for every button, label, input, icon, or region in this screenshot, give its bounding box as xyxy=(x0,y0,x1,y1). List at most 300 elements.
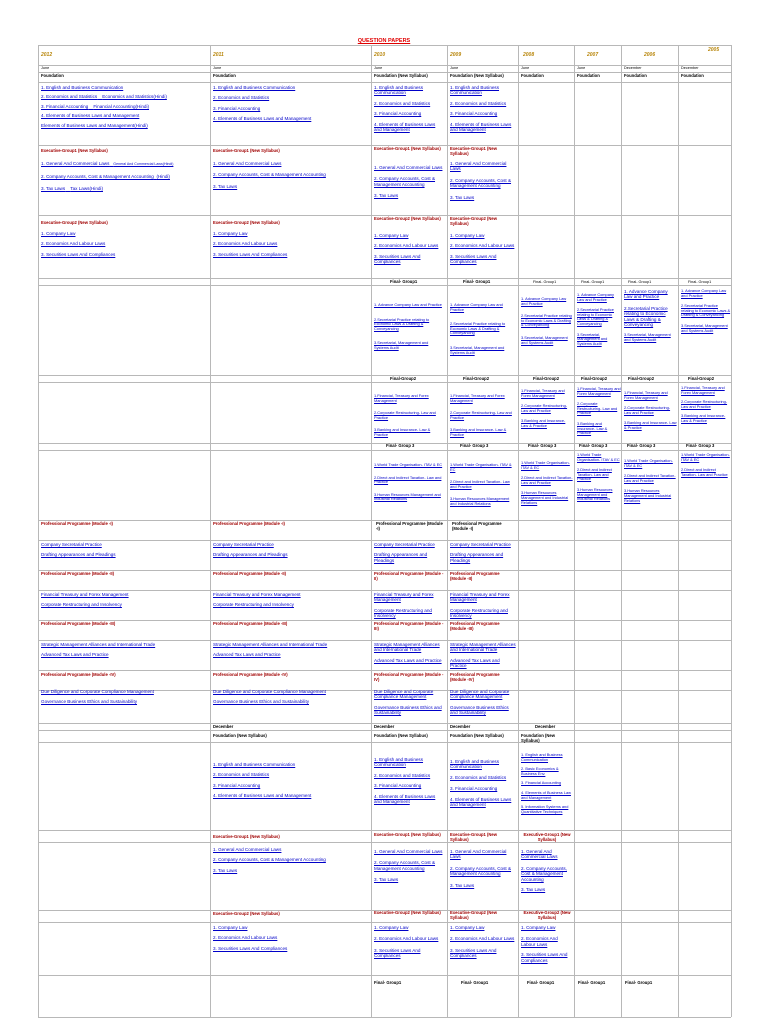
year-2011: 2011 xyxy=(213,52,224,58)
final-g2-label-2008: Final-Group2 xyxy=(533,376,560,381)
final-g3-2008-list xyxy=(521,461,573,505)
exec-paper-link[interactable]: 3. Securities Laws And Compliances xyxy=(374,253,421,265)
year-2009: 2009 xyxy=(450,52,462,58)
exec-paper-link[interactable]: 3. Securities Laws And Compliances xyxy=(450,947,497,959)
foundation-2010-list xyxy=(374,85,444,132)
foundation-paper-link[interactable]: 1. English and Business Communication xyxy=(521,752,563,762)
exec-paper-link[interactable]: 1. General And Commercial Laws xyxy=(213,847,282,852)
exec-g2-2009-list xyxy=(450,233,516,265)
exec-paper-link[interactable]: 3. Securities Laws And Compliances xyxy=(213,945,288,951)
pp3-label-2012: Professional Programme (Module -III) xyxy=(41,621,116,626)
pp1-label-2011: Professional Programme (Module -I) xyxy=(213,521,285,526)
final-g3-2007-list xyxy=(577,453,621,502)
foundation-paper-link[interactable]: 4. Elements of Business Laws and Management xyxy=(41,113,140,119)
exec-g2-dec-2010-list xyxy=(374,925,444,959)
final-paper-link[interactable]: 2.Direct and Indirect Taxation- Law and Practice xyxy=(624,473,676,483)
final-paper-link[interactable]: 1.Financial, Treasury and Forex Management xyxy=(577,386,621,396)
pp-paper-link[interactable]: Strategic Management Alliances and International Trade xyxy=(41,642,156,647)
exec-paper-link[interactable]: 1. General And Commercial Laws xyxy=(521,849,558,860)
final-g1-label-2009: Final- Group1 xyxy=(463,279,491,284)
pp-paper-link[interactable]: Corporate Restructuring and Insolvency xyxy=(41,602,122,608)
final-paper-link[interactable]: 3.Banking and Insurance- Law & Practice xyxy=(450,427,507,438)
exec-paper-link[interactable]: 2. Company Accounts, Cost & Management Accounting xyxy=(374,176,436,187)
exec-paper-link[interactable]: 3. Tax Laws xyxy=(450,194,475,200)
pp4-2009-list xyxy=(450,689,516,716)
foundation-dec-label-2011: Foundation (New Syllabus) xyxy=(213,733,267,738)
exec-paper-link[interactable]: 1. General And Commercial Laws xyxy=(450,849,507,860)
session-2012: June xyxy=(41,66,50,70)
final-paper-link[interactable]: 1. Advance Company Law and Practice xyxy=(681,288,727,298)
exec-g1-label-2012: Executive-Group1 (New Syllabus) xyxy=(41,148,108,153)
final-g2-2009-list xyxy=(450,394,516,438)
foundation-paper-link[interactable]: 1. English and Business Communication xyxy=(374,85,424,96)
exec-g1-label-2010: Executive-Group1 (New Syllabus) xyxy=(374,146,441,151)
final-g1-2005-list xyxy=(681,289,731,333)
final-paper-link[interactable]: 1.World Trade Organisation- ITAV & EC xyxy=(624,458,673,468)
pp2-label-2011: Professional Programme (Module -II) xyxy=(213,571,287,576)
final-g2-label-2010: Final-Group2 xyxy=(390,376,417,381)
final-paper-link[interactable]: 1. Advance Company Law and Practice xyxy=(577,292,614,302)
final-paper-link[interactable]: 3.Secretarial, Management and Systems Audit xyxy=(577,331,608,346)
exec-g1-dec-2009-list xyxy=(450,849,516,888)
pp2-2011-list xyxy=(213,592,368,608)
session-2008: June xyxy=(521,66,530,70)
final-paper-link[interactable]: 2.Direct and Indirect Taxation- Law and Practice xyxy=(577,467,612,482)
final-paper-link[interactable]: 3.Secretarial, Management and Systems Audit xyxy=(374,340,429,351)
final-paper-link[interactable]: 3.Human Resources Management and Industrial Relations xyxy=(577,487,613,502)
final-g3-2005-list xyxy=(681,453,731,477)
pp3-2009-list xyxy=(450,642,516,669)
year-2008: 2008 xyxy=(523,52,535,58)
foundation-paper-link[interactable]: 5. Information Systems and Quantitative Techniques xyxy=(521,804,569,814)
pp4-label-2011: Professional Programme (Module -IV) xyxy=(213,672,288,677)
exec-paper-link[interactable]: 2. Economics And Labour Laws xyxy=(213,935,278,941)
pp1-label-2012: Professional Programme (Module -I) xyxy=(41,521,113,526)
foundation-paper-link[interactable]: 4. Elements of Business Laws and Management xyxy=(450,121,512,133)
exec-g2-dec-label-2009: Executive-Group2 (New Syllabus) xyxy=(450,910,498,920)
final-g3-label-2005: Final- Group 3 xyxy=(686,443,715,448)
foundation-label-2008: Foundation xyxy=(521,73,544,78)
pp-paper-link[interactable]: Advanced Tax Laws and Practice xyxy=(41,652,109,658)
exec-g1-dec-label-2010: Executive-Group1 (New Syllabus) xyxy=(374,832,441,837)
december-label-2008: December xyxy=(535,724,556,729)
pp-paper-link[interactable]: Advanced Tax Laws and Practice xyxy=(374,657,442,663)
pp4-2011-list xyxy=(213,689,368,705)
pp-paper-link[interactable]: Financial Treasury and Forex Management xyxy=(213,592,301,597)
session-2007: June xyxy=(577,66,586,70)
exec-g1-label-2009: Executive-Group1 (New Syllabus) xyxy=(450,146,498,156)
foundation-dec-label-2008: Foundation (New Syllabus) xyxy=(521,733,555,743)
exec-g2-dec-label-2008: Executive-Group2 (New Syllabus) xyxy=(523,910,571,920)
exec-paper-link[interactable]: 2. Company Accounts, Cost & Management Accounting xyxy=(213,172,326,178)
final-g1-2007-list xyxy=(577,293,621,346)
foundation-dec-2009-list xyxy=(450,759,516,807)
final-g2-2010-list xyxy=(374,394,444,438)
final-paper-link[interactable]: 2.Secretarial Practice relating to Economic Laws & Drafting & Conveyancing xyxy=(624,305,668,328)
final-paper-link[interactable]: 2.Corporate Restructuring- Law and Practice xyxy=(450,410,512,420)
exec-paper-link[interactable]: 1. General And Commercial Laws xyxy=(213,161,282,166)
final-g1-label-2005: Final- Group1 xyxy=(688,280,712,284)
pp-paper-link[interactable]: Strategic Management Alliances and International Trade xyxy=(450,642,516,653)
foundation-2012-list xyxy=(41,85,206,128)
exec-paper-link[interactable]: 1. General And Commercial Laws xyxy=(374,849,443,854)
foundation-paper-link[interactable]: 3. Financial Accounting xyxy=(450,786,498,792)
foundation-label-2007: Foundation xyxy=(577,73,600,78)
final-g1-dec-label-2008: Final- Group1 xyxy=(527,980,555,985)
final-g3-2006-list xyxy=(624,459,677,503)
pp-paper-link[interactable]: Corporate Restructuring and Insolvency xyxy=(213,602,294,608)
exec-g1-2009-list xyxy=(450,161,516,200)
foundation-paper-link[interactable]: 3. Financial Accounting xyxy=(213,105,261,111)
exec-paper-link[interactable]: 3. Tax Laws xyxy=(374,877,399,883)
pp-paper-link[interactable]: Governance Business Ethics and Sustainability xyxy=(41,699,138,705)
final-paper-link[interactable]: 2.Secretarial Practice relating to Economic Laws & Drafting & Conveyancing xyxy=(577,307,614,327)
pp-paper-link[interactable]: Governance Business Ethics and Sustainability xyxy=(213,699,310,705)
pp-paper-link[interactable]: Due Diligence and Corporate Compliance Management xyxy=(450,689,510,700)
final-g2-2006-list xyxy=(624,391,677,431)
exec-paper-link[interactable]: 3. Securities Laws And Compliances xyxy=(450,253,497,265)
session-2009: June xyxy=(450,66,459,70)
foundation-paper-link[interactable]: 3. Financial Accounting xyxy=(521,780,562,786)
final-paper-link[interactable]: 1. Advance Company Law and Practice xyxy=(624,289,668,300)
exec-paper-link[interactable]: 1. Company Law xyxy=(213,925,248,930)
final-g3-2010-list xyxy=(374,463,444,502)
foundation-label-2011: Foundation xyxy=(213,73,236,78)
final-g1-2010-list xyxy=(374,303,444,351)
pp-paper-link[interactable]: Corporate Restructuring and Insolvency xyxy=(450,607,508,619)
final-g3-label-2006: Final- Group 3 xyxy=(627,443,656,448)
pp3-label-2010: Professional Programme (Module -III) xyxy=(374,621,444,631)
exec-g2-2010-list xyxy=(374,233,444,265)
pp-paper-link[interactable]: Advanced Tax Laws and Practice xyxy=(213,652,281,658)
final-paper-link[interactable]: 2.Corporate Restructuring- Law and Practice xyxy=(374,410,436,420)
foundation-paper-link[interactable]: 4. Elements of Business Laws and Management xyxy=(213,793,312,799)
exec-g1-dec-label-2009: Executive-Group1 (New Syllabus) xyxy=(450,832,498,842)
exec-paper-link[interactable]: 2. Company Accounts, Cost & Management Accounting xyxy=(521,865,567,882)
foundation-paper-link[interactable]: Elements of Business Laws and Management(Hindi) xyxy=(41,122,148,128)
final-paper-link[interactable]: 3.Secretarial, Management and Systems Audit xyxy=(450,345,505,355)
exec-paper-link[interactable]: 2. Economics And Labour Laws xyxy=(450,243,515,249)
final-paper-link[interactable]: 3.Banking and Insurance- Law & Practice xyxy=(577,421,608,436)
pp-paper-link[interactable]: Financial Treasury and Forex Management xyxy=(450,592,510,603)
final-g1-dec-label-2007: Final- Group1 xyxy=(578,980,606,985)
pp3-2011-list xyxy=(213,642,368,658)
pp-paper-link[interactable]: Company Secretarial Practice xyxy=(374,542,435,547)
foundation-paper-link[interactable]: 4. Elements of Business Law and Management xyxy=(521,790,571,800)
final-paper-link[interactable]: 2.Corporate Restructuring- Law and Practice xyxy=(521,403,568,413)
exec-paper-link[interactable]: 1. Company Law xyxy=(450,925,485,930)
exec-paper-link[interactable]: 3. Securities Laws And Compliances xyxy=(213,251,288,257)
pp-paper-link[interactable]: Drafting Appearances and Pleadings xyxy=(41,552,116,558)
pp4-label-2009: Professional Programme (Module -IV) xyxy=(450,672,500,682)
final-g3-2009-list xyxy=(450,463,516,507)
foundation-paper-link[interactable]: 3. Financial Accounting Financial Accounting(Hindi) xyxy=(41,103,150,109)
pp-paper-link[interactable]: Drafting Appearances and Pleadings xyxy=(450,552,504,563)
foundation-paper-link[interactable]: 2. Economics and Statistics xyxy=(450,100,507,106)
pp2-label-2012: Professional Programme (Module -II) xyxy=(41,571,115,576)
final-g1-label-2010: Final- Group1 xyxy=(390,279,418,284)
final-paper-link[interactable]: 3.Banking and Insurance- Law & Practice xyxy=(624,420,677,431)
final-paper-link[interactable]: 2.Corporate Restructuring- Law and Practice xyxy=(624,405,671,415)
final-g2-2007-list xyxy=(577,387,621,436)
final-paper-link[interactable]: 1.Financial, Treasury and Forex Management xyxy=(624,390,668,400)
final-paper-link[interactable]: 3.Human Resources Management and Industrial Relations xyxy=(450,496,510,507)
pp-paper-link[interactable]: Advanced Tax Laws and Practice xyxy=(450,657,500,669)
exec-paper-link[interactable]: 2. Company Accounts, Cost & Management Accounting xyxy=(450,865,512,877)
year-2005: 2005 xyxy=(708,47,720,53)
pp1-label-2010: Professional Programme (Module -I) xyxy=(376,521,443,531)
foundation-paper-link[interactable]: 3. Financial Accounting xyxy=(374,783,422,789)
pp-paper-link[interactable]: Strategic Management Alliances and International Trade xyxy=(374,642,440,653)
pp-paper-link[interactable]: Due Diligence and Corporate Compliance Management xyxy=(41,689,154,694)
exec-paper-link[interactable]: 2. Economics And Labour Laws xyxy=(374,243,439,249)
exec-g2-dec-label-2011: Executive-Group2 (New Syllabus) xyxy=(213,911,280,916)
pp2-2010-list xyxy=(374,592,444,619)
pp-paper-link[interactable]: Corporate Restructuring and Insolvency xyxy=(374,607,432,619)
foundation-paper-link[interactable]: 1. English and Business Communication xyxy=(41,85,124,90)
exec-g1-2011-list xyxy=(213,161,368,189)
final-paper-link[interactable]: 3.Secretarial, Management and Systems Audit xyxy=(681,323,728,333)
final-paper-link[interactable]: 2.Secretarial Practice relating to Economic Laws & Drafting & Conveyancing xyxy=(374,316,430,331)
pp3-label-2009: Professional Programme (Module -III) xyxy=(450,621,500,631)
exec-g2-2011-list xyxy=(213,231,368,257)
pp-paper-link[interactable]: Company Secretarial Practice xyxy=(41,542,102,547)
final-g3-label-2008: Final- Group 3 xyxy=(528,443,557,448)
foundation-label-2012: Foundation xyxy=(41,73,64,78)
pp1-2012-list xyxy=(41,542,206,558)
pp-paper-link[interactable]: Drafting Appearances and Pleadings xyxy=(213,552,288,558)
final-paper-link[interactable]: 1. Advance Company Law and Practice xyxy=(450,302,503,312)
exec-paper-link[interactable]: 3. Securities Laws And Compliances xyxy=(374,947,421,959)
exec-paper-link[interactable]: 2. Economics And Labour Laws xyxy=(521,936,558,947)
final-paper-link[interactable]: 3.Secretarial, Management and Systems Audit xyxy=(624,332,671,343)
pp2-2009-list xyxy=(450,592,516,619)
pp2-label-2009: Professional Programme (Module -II) xyxy=(450,571,500,581)
final-paper-link[interactable]: 2.Secretarial Practice relating to Economic Laws & Drafting & Conveyancing xyxy=(681,303,731,318)
foundation-paper-link[interactable]: 2. Economics and Statistics xyxy=(213,772,270,778)
page-title: QUESTION PAPERS xyxy=(357,38,411,44)
foundation-paper-link[interactable]: 2. Economics and Statistics Economics and Statistics(Hindi) xyxy=(41,94,167,100)
final-g1-label-2007: Final- Group1 xyxy=(581,280,605,284)
exec-paper-link[interactable]: 1. Company Law xyxy=(521,925,556,930)
exec-g1-label-2011: Executive-Group1 (New Syllabus) xyxy=(213,148,280,153)
foundation-paper-link[interactable]: 1. English and Business Communication xyxy=(213,762,296,767)
final-paper-link[interactable]: 2.Direct and Indirect Taxation- Law and Practice xyxy=(521,475,573,485)
final-paper-link[interactable]: 2.Secretarial Practice relating to Economic Laws & Drafting & Conveyancing xyxy=(521,313,572,328)
pp1-2010-list xyxy=(374,542,444,563)
exec-paper-link[interactable]: 1. Company Law xyxy=(374,925,409,930)
final-g2-2005-list xyxy=(681,386,731,424)
pp1-2009-list xyxy=(450,542,516,563)
final-g1-2008-list xyxy=(521,297,573,345)
pp-paper-link[interactable]: Drafting Appearances and Pleadings xyxy=(374,552,428,563)
pp1-2011-list xyxy=(213,542,368,558)
december-label-2009: December xyxy=(450,724,471,729)
final-paper-link[interactable]: 1.World Trade Organisation- ITAV & EC xyxy=(450,462,512,472)
exec-paper-link[interactable]: 1. Company Law xyxy=(374,233,409,238)
exec-g2-label-2010: Executive-Group2 (New Syllabus) xyxy=(374,216,441,221)
final-g1-label-2006: Final- Group1 xyxy=(628,280,652,284)
final-g1-2006-list xyxy=(624,289,677,343)
exec-paper-link[interactable]: 2. Company Accounts, Cost & Management Accounting (Hindi) xyxy=(41,174,170,180)
pp2-label-2010: Professional Programme (Module -II) xyxy=(374,571,444,581)
final-paper-link[interactable]: 1.Financial, Treasury and Forex Management xyxy=(681,385,725,395)
final-g2-2008-list xyxy=(521,389,573,429)
exec-g2-dec-2009-list xyxy=(450,925,516,959)
final-g3-label-2007: Final- Group 3 xyxy=(579,443,608,448)
pp4-label-2010: Professional Programme (Module -IV) xyxy=(374,672,444,682)
exec-g1-dec-label-2008: Executive-Group1 (New Syllabus) xyxy=(523,832,571,842)
final-paper-link[interactable]: 1.Financial, Treasury and Forex Management xyxy=(374,393,429,403)
final-paper-link[interactable]: 3.Banking and Insurance- Law & Practice xyxy=(681,413,726,424)
foundation-paper-link[interactable]: 4. Elements of Business Laws and Management xyxy=(374,793,436,805)
exec-paper-link[interactable]: 2. Economics And Labour Laws xyxy=(41,241,106,247)
pp4-label-2012: Professional Programme (Module -IV) xyxy=(41,672,116,677)
exec-paper-link[interactable]: 1. Company Law xyxy=(41,231,76,236)
exec-paper-link[interactable]: 2. Economics And Labour Laws xyxy=(213,241,278,247)
final-paper-link[interactable]: 2.Direct and Indirect Taxation- Law and Practice xyxy=(374,474,442,485)
foundation-paper-link[interactable]: 2. Basic Economics & Business Env. xyxy=(521,766,559,776)
final-g3-label-2009: Final- Group 3 xyxy=(460,443,489,448)
session-2006: December xyxy=(624,66,642,70)
final-paper-link[interactable]: 3.Banking and Insurance- Law & Practice xyxy=(374,427,431,438)
session-2011: June xyxy=(213,66,222,70)
final-paper-link[interactable]: 1.Financial, Treasury and Forex Management xyxy=(521,388,565,398)
final-paper-link[interactable]: 2.Direct and Indirect Taxation- Law and Practice xyxy=(450,479,510,489)
foundation-paper-link[interactable]: 1. English and Business Communication xyxy=(374,757,424,768)
exec-g1-dec-2008-list xyxy=(521,849,573,892)
foundation-paper-link[interactable]: 1. English and Business Communication xyxy=(450,85,500,96)
foundation-paper-link[interactable]: 4. Elements of Business Laws and Management xyxy=(450,796,512,808)
foundation-label-2005: Foundation xyxy=(681,73,704,78)
pp-paper-link[interactable]: Governance Business Ethics and Sustainability xyxy=(374,704,442,716)
pp-paper-link[interactable]: Due Diligence and Corporate Compliance Management xyxy=(374,689,434,700)
year-2010: 2010 xyxy=(374,52,386,58)
final-paper-link[interactable]: 3.Secretarial, Management and Systems Audit xyxy=(521,335,568,345)
question-papers-table xyxy=(38,45,731,1017)
year-2006: 2006 xyxy=(644,52,656,58)
final-g2-label-2009: Final-Group2 xyxy=(463,376,490,381)
foundation-paper-link[interactable]: 2. Economics and Statistics xyxy=(374,100,431,106)
exec-paper-link[interactable]: 3. Tax Laws xyxy=(374,193,399,199)
pp-paper-link[interactable]: Strategic Management Alliances and International Trade xyxy=(213,642,328,647)
foundation-dec-2011-list xyxy=(213,762,368,799)
foundation-paper-link[interactable]: 1. English and Business Communication xyxy=(450,759,500,770)
foundation-dec-label-2009: Foundation (New Syllabus) xyxy=(450,733,504,738)
final-paper-link[interactable]: 2.Corporate Restructuring- Law and Practice xyxy=(577,401,618,416)
exec-paper-link[interactable]: 2. Economics And Labour Laws xyxy=(374,936,439,942)
foundation-paper-link[interactable]: 3. Financial Accounting xyxy=(450,111,498,117)
exec-paper-link[interactable]: 2. Company Accounts, Cost & Management Accounting xyxy=(450,177,512,189)
exec-paper-link[interactable]: 1. General And Commercial Laws General And Commercial Laws(Hindi) xyxy=(41,161,174,166)
pp-paper-link[interactable]: Governance Business Ethics and Sustainability xyxy=(450,704,509,716)
final-paper-link[interactable]: 1. Advance Company Law and Practice xyxy=(521,296,567,306)
exec-paper-link[interactable]: 2. Economics And Labour Laws xyxy=(450,936,515,942)
exec-paper-link[interactable]: 3. Tax Laws Tax Laws(Hindi) xyxy=(41,185,103,191)
foundation-paper-link[interactable]: 4. Elements of Business Laws and Management xyxy=(374,121,436,133)
exec-paper-link[interactable]: 2. Company Accounts, Cost & Management Accounting xyxy=(374,860,436,871)
exec-g2-label-2011: Executive-Group2 (New Syllabus) xyxy=(213,220,280,225)
pp-paper-link[interactable]: Company Secretarial Practice xyxy=(450,542,511,547)
session-2005: December xyxy=(681,66,699,70)
foundation-2009-list xyxy=(450,85,516,132)
exec-g2-label-2012: Executive-Group2 (New Syllabus) xyxy=(41,220,108,225)
pp3-2012-list xyxy=(41,642,206,658)
exec-paper-link[interactable]: 1. General And Commercial Laws xyxy=(374,165,443,170)
final-paper-link[interactable]: 1.Financial, Treasury and Forex Management xyxy=(450,393,505,403)
final-paper-link[interactable]: 1.World Trade Organisation- ITAV & EC xyxy=(521,460,570,470)
foundation-paper-link[interactable]: 1. English and Business Communication xyxy=(213,85,296,90)
exec-paper-link[interactable]: 3. Tax Laws xyxy=(521,887,546,893)
final-paper-link[interactable]: 3.Human Resources Management and Industrial Relations xyxy=(521,490,569,505)
final-paper-link[interactable]: 2.Secretarial Practice relating to Economic Laws & Drafting & Conveyancing xyxy=(450,321,506,336)
final-g3-label-2010: Final- Group 3 xyxy=(386,443,415,448)
final-paper-link[interactable]: 2.Corporate Restructuring- Law and Practice xyxy=(681,399,728,409)
foundation-paper-link[interactable]: 2. Economics and Statistics xyxy=(374,772,431,778)
final-g2-label-2007: Final-Group2 xyxy=(581,376,608,381)
year-2007: 2007 xyxy=(587,52,599,58)
final-g1-label-2008: Final- Group1 xyxy=(533,280,557,284)
foundation-dec-label-2010: Foundation (New Syllabus) xyxy=(374,733,428,738)
final-paper-link[interactable]: 2.Direct and Indirect Taxation- Law and Practice xyxy=(681,467,728,477)
exec-paper-link[interactable]: 2. Company Accounts, Cost & Management Accounting xyxy=(213,857,326,863)
final-paper-link[interactable]: 1.World Trade Organisation- ITAV & EC xyxy=(681,452,730,462)
pp-paper-link[interactable]: Due Diligence and Corporate Compliance Management xyxy=(213,689,326,694)
final-g2-label-2006: Final-Group2 xyxy=(628,376,655,381)
pp4-2010-list xyxy=(374,689,444,716)
year-2012: 2012 xyxy=(41,52,53,58)
exec-g2-label-2009: Executive-Group2 (New Syllabus) xyxy=(450,216,498,226)
final-paper-link[interactable]: 1.World Trade Organisation- ITAV & EC xyxy=(577,452,620,462)
pp3-label-2011: Professional Programme (Module -III) xyxy=(213,621,288,626)
foundation-paper-link[interactable]: 2. Economics and Statistics xyxy=(213,95,270,101)
exec-paper-link[interactable]: 3. Tax Laws xyxy=(450,882,475,888)
exec-g1-dec-label-2011: Executive-Group1 (New Syllabus) xyxy=(213,834,280,839)
exec-paper-link[interactable]: 1. Company Law xyxy=(450,233,485,238)
session-2010: June xyxy=(374,66,383,70)
december-label-2011: December xyxy=(213,724,234,729)
exec-g2-dec-2008-list xyxy=(521,925,573,963)
pp-paper-link[interactable]: Financial Treasury and Forex Management xyxy=(41,592,129,597)
foundation-paper-link[interactable]: 3. Financial Accounting xyxy=(213,782,261,788)
exec-g2-dec-label-2010: Executive-Group2 (New Syllabus) xyxy=(374,910,441,915)
foundation-paper-link[interactable]: 4. Elements of Business Laws and Management xyxy=(213,116,312,122)
exec-paper-link[interactable]: 3. Securities Laws And Compliances xyxy=(41,251,116,257)
pp-paper-link[interactable]: Financial Treasury and Forex Management xyxy=(374,592,434,603)
foundation-label-2010: Foundation (New Syllabus) xyxy=(374,73,428,78)
pp2-2012-list xyxy=(41,592,206,608)
hindi-link: Economics and Statistics(Hindi) xyxy=(102,94,167,100)
exec-paper-link[interactable]: 3. Securities Laws And Compliances xyxy=(521,952,568,963)
final-paper-link[interactable]: 3.Banking and Insurance- Law & Practice xyxy=(521,418,566,429)
final-paper-link[interactable]: 1. Advance Company Law and Practice xyxy=(374,302,442,307)
exec-paper-link[interactable]: 3. Tax Laws xyxy=(213,183,238,189)
exec-g1-2012-list xyxy=(41,161,206,191)
pp1-label-2009: Professional Programme (Module -I) xyxy=(452,521,502,531)
final-paper-link[interactable]: 3.Human Resources Management and Industrial Relations xyxy=(374,491,441,502)
final-g1-dec-label-2009: Final- Group1 xyxy=(461,980,489,985)
foundation-paper-link[interactable]: 3. Financial Accounting xyxy=(374,111,422,117)
pp-paper-link[interactable]: Company Secretarial Practice xyxy=(213,542,274,547)
exec-paper-link[interactable]: 1. Company Law xyxy=(213,231,248,236)
final-g1-dec-label-2006: Final- Group1 xyxy=(625,980,653,985)
foundation-label-2009: Foundation (New Syllabus) xyxy=(450,73,504,78)
final-paper-link[interactable]: 3.Human Resources Management and Industrial Relations xyxy=(624,488,672,503)
foundation-paper-link[interactable]: 2. Economics and Statistics xyxy=(450,774,507,780)
exec-paper-link[interactable]: 3. Tax Laws xyxy=(213,867,238,873)
exec-paper-link[interactable]: 1. General And Commercial Laws xyxy=(450,161,507,172)
final-paper-link[interactable]: 1.World Trade Organisation- ITAV & EC xyxy=(374,462,443,467)
